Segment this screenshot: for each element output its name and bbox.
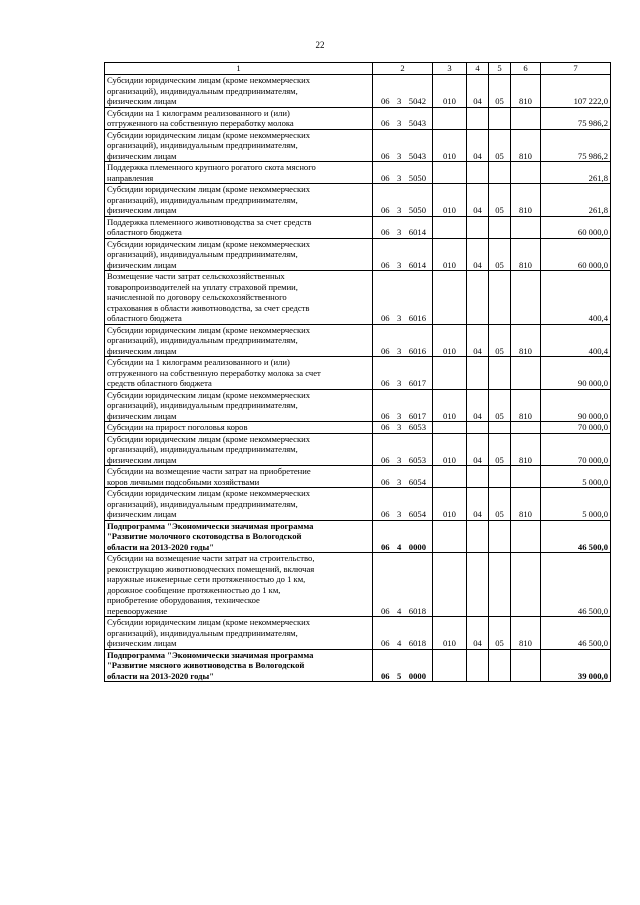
- code-subprogram: 3: [397, 150, 402, 161]
- amount: 75 986,2: [541, 129, 611, 162]
- section-code: 04: [467, 617, 489, 650]
- expense-type-code: [511, 216, 541, 238]
- code-section: 06: [381, 605, 390, 616]
- code-direction: 6054: [408, 509, 426, 519]
- amount: 400,4: [541, 324, 611, 357]
- expense-type-code: 810: [511, 238, 541, 271]
- admin-code: [433, 520, 467, 553]
- item-name-line: организаций), индивидуальным предпринимателям,: [107, 194, 298, 205]
- item-name-line: Субсидии на возмещение части затрат на строительство,: [107, 553, 315, 563]
- item-name: [105, 488, 373, 521]
- item-name-line: Подпрограмма "Экономически значимая программа: [107, 649, 314, 660]
- item-name-line: отгруженного на собственную переработку молока за счет: [107, 367, 321, 378]
- target-article-code: [373, 357, 433, 390]
- item-name: [105, 184, 373, 217]
- item-name-line: начисленной по договору сельскохозяйственного: [107, 292, 287, 302]
- subsection-code: [489, 107, 511, 129]
- item-name-line: организаций), индивидуальным предпринимателям,: [107, 85, 298, 96]
- item-name-line: физическим лицам: [107, 205, 177, 215]
- amount: 90 000,0: [541, 389, 611, 422]
- expense-type-code: 810: [511, 324, 541, 357]
- item-name-line: организаций), индивидуальным предпринимателям,: [107, 140, 298, 150]
- item-name: [105, 466, 373, 488]
- table-row: [105, 553, 611, 617]
- code-subprogram: 3: [397, 313, 402, 323]
- item-name: [105, 553, 373, 617]
- amount: 75 986,2: [541, 107, 611, 129]
- subsection-code: 05: [489, 75, 511, 108]
- item-name: [105, 162, 373, 184]
- code-section: 06: [381, 227, 390, 237]
- subsection-code: [489, 216, 511, 238]
- item-name-line: физическим лицам: [107, 509, 177, 519]
- code-section: 06: [381, 476, 390, 487]
- admin-code: [433, 466, 467, 488]
- item-name-line: товаропроизводителей на уплату страховой премии,: [107, 281, 298, 292]
- item-name-line: Субсидии юридическим лицам (кроме некоммерческих: [107, 389, 311, 400]
- code-direction: 5050: [408, 172, 426, 183]
- section-code: [467, 107, 489, 129]
- item-name-line: физическим лицам: [107, 410, 177, 421]
- item-name-line: дорожное сообщение протяженностью до 1 км,: [107, 584, 281, 595]
- table-row: [105, 216, 611, 238]
- column-header: 2: [373, 63, 433, 75]
- code-section: 06: [381, 345, 390, 356]
- column-header: 3: [433, 63, 467, 75]
- column-header: 1: [105, 63, 373, 75]
- item-name-line: коров личными подсобными хозяйствами: [107, 476, 260, 487]
- code-subprogram: 5: [397, 670, 402, 681]
- expense-type-code: [511, 422, 541, 434]
- code-section: 06: [381, 378, 390, 388]
- item-name-line: перевооружение: [107, 605, 168, 616]
- item-name-line: приобретение оборудования, техническое: [107, 595, 260, 605]
- item-name: [105, 617, 373, 650]
- admin-code: [433, 107, 467, 129]
- item-name: [105, 75, 373, 108]
- table-row: [105, 107, 611, 129]
- amount: 70 000,0: [541, 433, 611, 466]
- code-section: 06: [381, 172, 390, 183]
- item-name: [105, 216, 373, 238]
- item-name-line: организаций), индивидуальным предпринимателям,: [107, 335, 298, 345]
- code-section: 06: [381, 313, 390, 323]
- subsection-code: [489, 649, 511, 682]
- section-code: [467, 649, 489, 682]
- item-name: [105, 422, 373, 434]
- table-row: [105, 184, 611, 217]
- code-section: 06: [381, 259, 390, 270]
- code-section: 06: [381, 410, 390, 421]
- admin-code: 010: [433, 433, 467, 466]
- target-article-code: [373, 520, 433, 553]
- column-header-row: [105, 63, 611, 75]
- expense-type-code: [511, 357, 541, 390]
- code-direction: 6016: [408, 345, 426, 356]
- item-name-line: организаций), индивидуальным предпринимателям,: [107, 627, 298, 638]
- item-name-line: области на 2013-2020 годы": [107, 541, 214, 552]
- expense-type-code: [511, 162, 541, 184]
- section-code: [467, 216, 489, 238]
- item-name-line: отгруженного на собственную переработку молока: [107, 118, 294, 128]
- target-article-code: [373, 649, 433, 682]
- subprogram-row: [105, 649, 611, 682]
- item-name: [105, 107, 373, 129]
- code-subprogram: 3: [397, 410, 402, 421]
- admin-code: [433, 162, 467, 184]
- subsection-code: 05: [489, 184, 511, 217]
- amount: 107 222,0: [541, 75, 611, 108]
- code-direction: 6018: [408, 605, 426, 616]
- item-name-line: физическим лицам: [107, 150, 177, 161]
- item-name-line: областного бюджета: [107, 313, 182, 323]
- code-direction: 6053: [408, 454, 426, 465]
- item-name-line: средств областного бюджета: [107, 378, 212, 388]
- table-row: [105, 238, 611, 271]
- admin-code: [433, 649, 467, 682]
- table-row: [105, 324, 611, 357]
- code-direction: 6014: [408, 259, 426, 270]
- code-direction: 5042: [408, 96, 426, 106]
- subsection-code: [489, 271, 511, 325]
- amount: 261,8: [541, 184, 611, 217]
- target-article-code: [373, 389, 433, 422]
- target-article-code: [373, 162, 433, 184]
- code-direction: 6016: [408, 313, 426, 323]
- item-name-line: страхования в области животноводства, за счет средств: [107, 302, 310, 313]
- item-name-line: организаций), индивидуальным предпринимателям,: [107, 249, 298, 259]
- subsection-code: [489, 162, 511, 184]
- table-row: [105, 422, 611, 434]
- section-code: [467, 357, 489, 390]
- item-name-line: Субсидии на возмещение части затрат на приобретение: [107, 466, 311, 476]
- subsection-code: 05: [489, 488, 511, 521]
- code-subprogram: 3: [397, 172, 402, 183]
- table-row: [105, 389, 611, 422]
- code-direction: 6017: [408, 410, 426, 421]
- expense-type-code: [511, 466, 541, 488]
- section-code: [467, 466, 489, 488]
- table-row: [105, 488, 611, 521]
- item-name-line: физическим лицам: [107, 96, 177, 106]
- item-name-line: области на 2013-2020 годы": [107, 670, 214, 681]
- table-row: [105, 466, 611, 488]
- item-name-line: физическим лицам: [107, 638, 177, 648]
- budget-table: [104, 62, 611, 682]
- subsection-code: 05: [489, 433, 511, 466]
- admin-code: 010: [433, 488, 467, 521]
- item-name-line: Субсидии на 1 килограмм реализованного и (или): [107, 107, 290, 118]
- admin-code: 010: [433, 184, 467, 217]
- amount: 46 500,0: [541, 520, 611, 553]
- section-code: [467, 520, 489, 553]
- column-header: 7: [541, 63, 611, 75]
- subsection-code: 05: [489, 389, 511, 422]
- section-code: 04: [467, 324, 489, 357]
- section-code: 04: [467, 129, 489, 162]
- section-code: 04: [467, 75, 489, 108]
- item-name-line: Субсидии юридическим лицам (кроме некоммерческих: [107, 75, 311, 85]
- item-name-line: организаций), индивидуальным предпринимателям,: [107, 498, 298, 509]
- code-subprogram: 4: [397, 605, 402, 616]
- code-subprogram: 3: [397, 378, 402, 388]
- column-header: 5: [489, 63, 511, 75]
- code-subprogram: 4: [397, 638, 402, 648]
- expense-type-code: 810: [511, 129, 541, 162]
- admin-code: 010: [433, 238, 467, 271]
- item-name-line: наружные инженерные сети протяженностью до 1 км,: [107, 574, 306, 584]
- item-name: [105, 433, 373, 466]
- code-direction: 6018: [408, 638, 426, 648]
- target-article-code: [373, 271, 433, 325]
- expense-type-code: 810: [511, 75, 541, 108]
- section-code: [467, 162, 489, 184]
- code-direction: 0000: [408, 541, 426, 552]
- table-row: [105, 357, 611, 390]
- amount: 60 000,0: [541, 216, 611, 238]
- code-section: 06: [381, 96, 390, 106]
- code-direction: 5043: [408, 118, 426, 128]
- subsection-code: [489, 553, 511, 617]
- item-name-line: физическим лицам: [107, 454, 177, 465]
- code-direction: 6053: [408, 422, 426, 432]
- item-name-line: Субсидии юридическим лицам (кроме некоммерческих: [107, 129, 311, 140]
- subsection-code: 05: [489, 324, 511, 357]
- admin-code: 010: [433, 129, 467, 162]
- expense-type-code: 810: [511, 488, 541, 521]
- item-name: [105, 649, 373, 682]
- table-row: [105, 271, 611, 325]
- table-row: [105, 433, 611, 466]
- item-name-line: Субсидии на 1 килограмм реализованного и (или): [107, 357, 290, 367]
- amount: 400,4: [541, 271, 611, 325]
- admin-code: 010: [433, 75, 467, 108]
- subsection-code: 05: [489, 238, 511, 271]
- expense-type-code: [511, 107, 541, 129]
- item-name-line: организаций), индивидуальным предпринимателям,: [107, 444, 298, 454]
- subprogram-row: [105, 520, 611, 553]
- target-article-code: [373, 324, 433, 357]
- amount: 5 000,0: [541, 466, 611, 488]
- item-name-line: Поддержка племенного крупного рогатого скота мясного: [107, 162, 316, 172]
- item-name: [105, 520, 373, 553]
- admin-code: [433, 553, 467, 617]
- amount: 46 500,0: [541, 617, 611, 650]
- expense-type-code: [511, 649, 541, 682]
- item-name: [105, 357, 373, 390]
- target-article-code: [373, 238, 433, 271]
- item-name: [105, 324, 373, 357]
- section-code: 04: [467, 433, 489, 466]
- item-name: [105, 129, 373, 162]
- item-name: [105, 271, 373, 325]
- item-name-line: Поддержка племенного животноводства за счет средств: [107, 216, 312, 227]
- section-code: 04: [467, 184, 489, 217]
- item-name-line: Возмещение части затрат сельскохозяйственных: [107, 271, 285, 281]
- code-direction: 6054: [408, 476, 426, 487]
- code-subprogram: 3: [397, 259, 402, 270]
- code-section: 06: [381, 422, 390, 432]
- section-code: [467, 422, 489, 434]
- target-article-code: [373, 75, 433, 108]
- item-name-line: "Развитие молочного скотоводства в Вологодской: [107, 531, 302, 541]
- section-code: 04: [467, 389, 489, 422]
- code-section: 06: [381, 454, 390, 465]
- item-name-line: Субсидии юридическим лицам (кроме некоммерческих: [107, 617, 311, 627]
- code-direction: 5043: [408, 150, 426, 161]
- code-section: 06: [381, 541, 390, 552]
- code-subprogram: 3: [397, 509, 402, 519]
- code-direction: 6014: [408, 227, 426, 237]
- admin-code: [433, 422, 467, 434]
- item-name-line: Субсидии юридическим лицам (кроме некоммерческих: [107, 324, 311, 335]
- target-article-code: [373, 107, 433, 129]
- admin-code: 010: [433, 389, 467, 422]
- admin-code: [433, 271, 467, 325]
- code-subprogram: 4: [397, 541, 402, 552]
- code-subprogram: 3: [397, 422, 402, 432]
- expense-type-code: [511, 271, 541, 325]
- amount: 261,8: [541, 162, 611, 184]
- item-name-line: Субсидии юридическим лицам (кроме некоммерческих: [107, 433, 311, 444]
- subsection-code: [489, 422, 511, 434]
- section-code: 04: [467, 238, 489, 271]
- expense-type-code: [511, 520, 541, 553]
- admin-code: [433, 216, 467, 238]
- subsection-code: 05: [489, 617, 511, 650]
- item-name-line: Подпрограмма "Экономически значимая программа: [107, 520, 314, 531]
- subsection-code: [489, 466, 511, 488]
- column-header: 6: [511, 63, 541, 75]
- code-subprogram: 3: [397, 205, 402, 215]
- code-direction: 6017: [408, 378, 426, 388]
- code-section: 06: [381, 509, 390, 519]
- code-subprogram: 3: [397, 345, 402, 356]
- code-section: 06: [381, 205, 390, 215]
- item-name-line: физическим лицам: [107, 259, 177, 270]
- target-article-code: [373, 216, 433, 238]
- amount: 70 000,0: [541, 422, 611, 434]
- amount: 39 000,0: [541, 649, 611, 682]
- target-article-code: [373, 553, 433, 617]
- item-name-line: физическим лицам: [107, 345, 177, 356]
- expense-type-code: 810: [511, 433, 541, 466]
- code-section: 06: [381, 150, 390, 161]
- item-name-line: областного бюджета: [107, 227, 182, 237]
- expense-type-code: 810: [511, 617, 541, 650]
- column-header: 4: [467, 63, 489, 75]
- subsection-code: 05: [489, 129, 511, 162]
- target-article-code: [373, 422, 433, 434]
- target-article-code: [373, 617, 433, 650]
- amount: 90 000,0: [541, 357, 611, 390]
- code-section: 06: [381, 118, 390, 128]
- amount: 46 500,0: [541, 553, 611, 617]
- expense-type-code: [511, 553, 541, 617]
- code-subprogram: 3: [397, 476, 402, 487]
- code-subprogram: 3: [397, 118, 402, 128]
- section-code: [467, 271, 489, 325]
- page-number: 22: [315, 40, 325, 50]
- section-code: 04: [467, 488, 489, 521]
- item-name-line: Субсидии юридическим лицам (кроме некоммерческих: [107, 238, 311, 249]
- target-article-code: [373, 129, 433, 162]
- code-direction: 5050: [408, 205, 426, 215]
- item-name-line: Субсидии юридическим лицам (кроме некоммерческих: [107, 184, 311, 194]
- table-row: [105, 162, 611, 184]
- item-name-line: "Развитие мясного животноводства в Вологодской: [107, 660, 305, 670]
- item-name: [105, 238, 373, 271]
- code-direction: 0000: [408, 670, 426, 681]
- admin-code: [433, 357, 467, 390]
- code-subprogram: 3: [397, 96, 402, 106]
- code-subprogram: 3: [397, 227, 402, 237]
- item-name-line: Субсидии юридическим лицам (кроме некоммерческих: [107, 488, 311, 498]
- expense-type-code: 810: [511, 184, 541, 217]
- item-name: [105, 389, 373, 422]
- table-row: [105, 75, 611, 108]
- target-article-code: [373, 488, 433, 521]
- item-name-line: организаций), индивидуальным предпринимателям,: [107, 400, 298, 410]
- code-section: 06: [381, 670, 390, 681]
- code-subprogram: 3: [397, 454, 402, 465]
- section-code: [467, 553, 489, 617]
- table-row: [105, 617, 611, 650]
- item-name-line: направления: [107, 172, 154, 183]
- admin-code: 010: [433, 617, 467, 650]
- target-article-code: [373, 433, 433, 466]
- code-section: 06: [381, 638, 390, 648]
- expense-type-code: 810: [511, 389, 541, 422]
- item-name-line: Субсидии на прирост поголовья коров: [107, 422, 248, 432]
- table-row: [105, 129, 611, 162]
- target-article-code: [373, 184, 433, 217]
- item-name-line: реконструкцию животноводческих помещений, включая: [107, 563, 315, 574]
- amount: 60 000,0: [541, 238, 611, 271]
- amount: 5 000,0: [541, 488, 611, 521]
- subsection-code: [489, 357, 511, 390]
- admin-code: 010: [433, 324, 467, 357]
- target-article-code: [373, 466, 433, 488]
- subsection-code: [489, 520, 511, 553]
